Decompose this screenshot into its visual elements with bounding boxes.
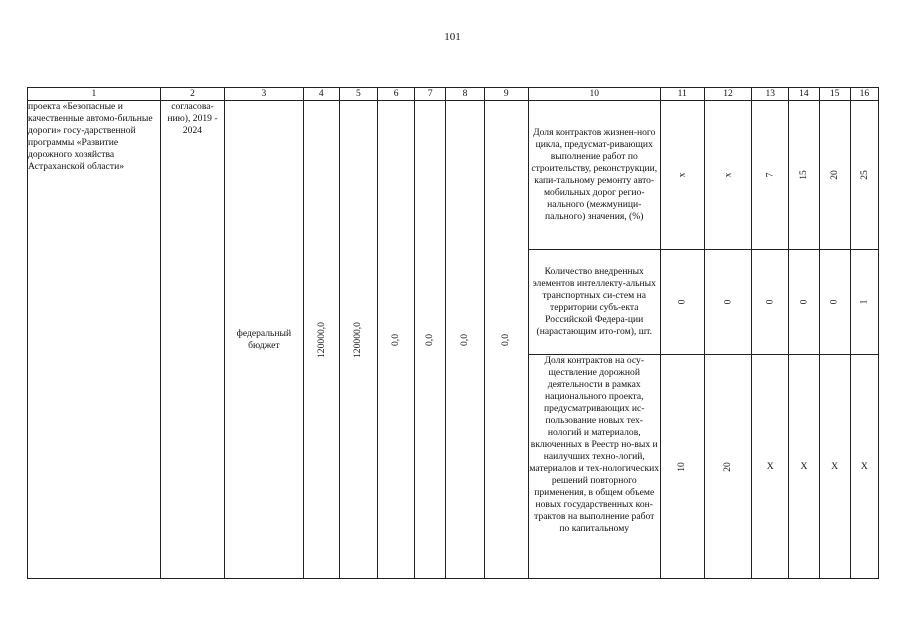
indicator-value: х bbox=[704, 101, 751, 250]
indicator-value: 1 bbox=[850, 250, 878, 355]
header-cell: 13 bbox=[752, 88, 789, 101]
indicator-value: 15 bbox=[789, 101, 819, 250]
amount-cell bbox=[339, 101, 377, 579]
indicator-cell: Доля контрактов жизнен-ного цикла, предусмат-ривающих выполнение работ по строительству, реконструкции, капи-тальному ремонту авто-мобильных дорог регио-нального (межмуници-пального) значения, (%) bbox=[528, 101, 660, 250]
amount-cell bbox=[446, 101, 484, 579]
amount-value: 120000,0 bbox=[352, 321, 364, 358]
indicator-value: 0 bbox=[660, 250, 704, 355]
funding-source-cell bbox=[225, 101, 303, 579]
indicator-value: 10 bbox=[660, 355, 704, 579]
header-cell: 2 bbox=[160, 88, 224, 101]
header-cell: 7 bbox=[415, 88, 446, 101]
amount-cell bbox=[484, 101, 528, 579]
amount-value: 0,0 bbox=[390, 333, 402, 346]
amount-value: 0,0 bbox=[459, 333, 470, 346]
indicator-value: 7 bbox=[752, 101, 789, 250]
header-cell: 10 bbox=[528, 88, 660, 101]
header-cell: 14 bbox=[789, 88, 819, 101]
indicator-value: 0 bbox=[789, 250, 819, 355]
indicator-value: х bbox=[660, 101, 704, 250]
amount-value: 0,0 bbox=[500, 333, 512, 346]
indicator-value: Х bbox=[819, 355, 850, 579]
amount-cell bbox=[378, 101, 415, 579]
header-cell: 11 bbox=[660, 88, 704, 101]
table-row bbox=[28, 101, 879, 250]
indicator-value: 20 bbox=[819, 101, 850, 250]
indicator-value: 0 bbox=[704, 250, 751, 355]
data-table bbox=[27, 87, 879, 579]
header-cell: 9 bbox=[484, 88, 528, 101]
indicator-value: Х bbox=[850, 355, 878, 579]
indicator-value: 25 bbox=[850, 101, 878, 250]
indicator-cell: Доля контрактов на осу-ществление дорожной деятельности в рамках национального проекта, предусматривающих ис-пользование новых тех-нологий и материалов, включенных в Реестр но-вых и наилучших техно-логий, материалов и тех-нологических решений повторного применения, в общем объеме новых государственных кон-трактов на выполнение работ по капитальному bbox=[528, 355, 660, 579]
indicator-value: 0 bbox=[819, 250, 850, 355]
amount-value: 120000,0 bbox=[315, 321, 327, 358]
project-name-cell: проекта «Безопасные и качественные автомо-бильные дороги» госу-дарственной программы «Развитие дорожного хозяйства Астраханской области» bbox=[28, 101, 161, 579]
indicator-value: Х bbox=[752, 355, 789, 579]
header-cell: 3 bbox=[225, 88, 303, 101]
page-number: 101 bbox=[444, 31, 461, 43]
header-cell: 15 bbox=[819, 88, 850, 101]
funding-source-label: федеральный бюджет bbox=[236, 327, 292, 351]
header-cell: 1 bbox=[28, 88, 161, 101]
amount-value: 0,0 bbox=[424, 333, 436, 346]
indicator-value: 20 bbox=[704, 355, 751, 579]
header-cell: 5 bbox=[339, 88, 377, 101]
period-cell: согласова-нию), 2019 - 2024 bbox=[160, 101, 224, 579]
indicator-value: Х bbox=[789, 355, 819, 579]
header-row bbox=[28, 88, 879, 101]
header-cell: 12 bbox=[704, 88, 751, 101]
amount-cell bbox=[303, 101, 339, 579]
indicator-value: 0 bbox=[752, 250, 789, 355]
indicator-cell: Количество внедренных элементов интеллекту-альных транспортных си-стем на территории субъ-екта Российской Федера-ции (нарастающим ито-гом), шт. bbox=[528, 250, 660, 355]
header-cell: 4 bbox=[303, 88, 339, 101]
header-cell: 6 bbox=[378, 88, 415, 101]
header-cell: 8 bbox=[446, 88, 484, 101]
amount-cell bbox=[415, 101, 446, 579]
header-cell: 16 bbox=[850, 88, 878, 101]
